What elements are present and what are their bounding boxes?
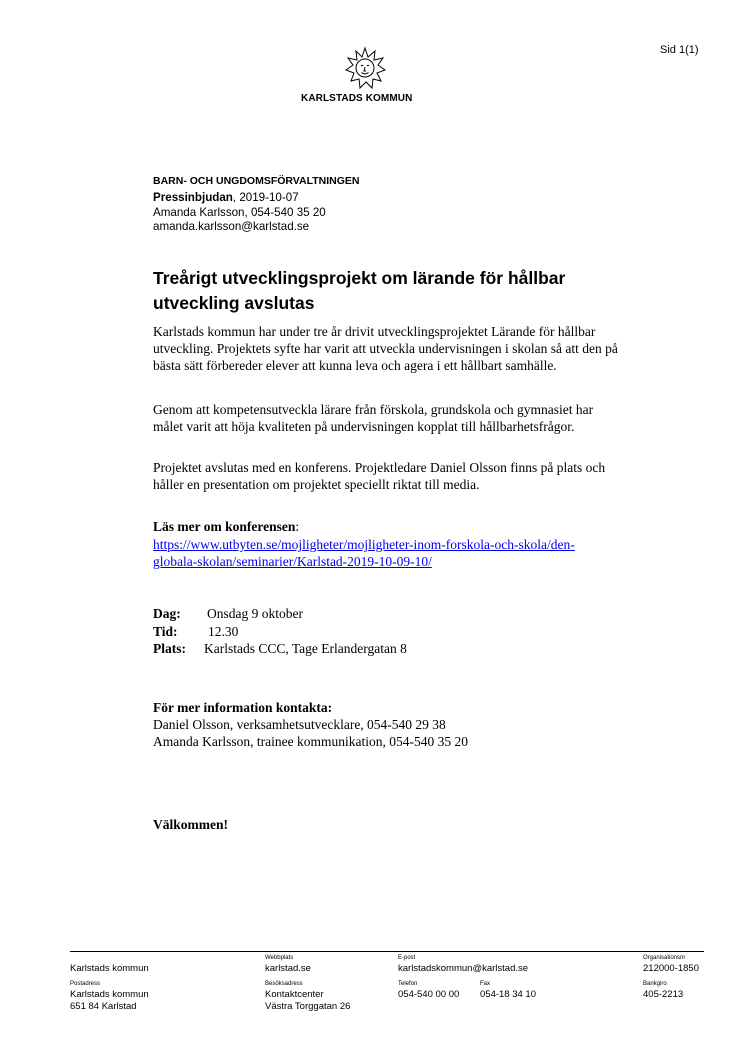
- footer-besok-label: Besöksadress: [265, 981, 303, 987]
- press-type-line: [153, 191, 299, 205]
- footer-tel-label: Telefon: [398, 981, 418, 987]
- footer-epost-label: E-post: [398, 955, 416, 961]
- contact-person: Daniel Olsson, verksamhetsutvecklare, 054-540 29 38: [153, 717, 446, 732]
- footer-besok-line1: Kontaktcenter: [265, 989, 324, 1000]
- footer-tel: 054-540 00 00: [398, 989, 460, 1000]
- contact-person: Amanda Karlsson, trainee kommunikation, 054-540 35 20: [153, 734, 468, 749]
- footer-post-line1: Karlstads kommun: [70, 989, 149, 1000]
- footer-fax-label: Fax: [480, 981, 491, 987]
- welcome-text: Välkommen!: [153, 817, 228, 832]
- day-value: Onsdag 9 oktober: [207, 606, 303, 621]
- time-label: Tid:: [153, 624, 178, 639]
- footer-webb-label: Webbplats: [265, 955, 294, 961]
- doc-type: Pressinbjudan: [153, 191, 233, 204]
- paragraph: Projektet avslutas med en konferens. Projektledare Daniel Olsson finns på plats och håller en presentation om projektet speciellt riktat till media.: [153, 460, 606, 492]
- paragraph: Genom att kompetensutveckla lärare från förskola, grundskola och gymnasiet har målet varit att höja kvaliteten på undervisningen kopplat till hållbarhetsfrågor.: [153, 402, 594, 434]
- read-more-colon: :: [295, 519, 300, 534]
- place-value: Karlstads CCC, Tage Erlandergatan 8: [204, 641, 407, 656]
- footer-divider: [70, 951, 704, 952]
- footer-bankgiro-label: Bankgiro: [643, 981, 667, 987]
- read-more-heading: [153, 519, 299, 535]
- day-label: Dag:: [153, 606, 181, 621]
- footer-org-name: Karlstads kommun: [70, 963, 149, 974]
- place-label: Plats:: [153, 641, 186, 656]
- event-place-row: [153, 640, 407, 657]
- conference-link[interactable]: https://www.utbyten.se/mojligheter/mojligheter-inom-forskola-och-skola/den-globala-skolan/seminarier/Karlstad-2019-10-09-10/: [153, 537, 575, 569]
- footer-webb[interactable]: karlstad.se: [265, 963, 311, 974]
- footer-besok-line2: Västra Torggatan 26: [265, 1001, 351, 1012]
- footer-post-line2: 651 84 Karlstad: [70, 1001, 137, 1012]
- page-title: Treårigt utvecklingsprojekt om lärande för hållbar utveckling avslutas: [153, 268, 566, 313]
- event-time-row: [153, 623, 238, 640]
- footer-post-label: Postadress: [70, 981, 101, 987]
- footer-orgnr: 212000-1850: [643, 963, 699, 974]
- footer-fax: 054-18 34 10: [480, 989, 536, 1000]
- contact-heading: För mer information kontakta:: [153, 700, 333, 715]
- header-contact: Amanda Karlsson, 054-540 35 20: [153, 206, 326, 219]
- footer-orgnr-label: Organisationsnr: [643, 955, 686, 961]
- paragraph: Karlstads kommun har under tre år drivit utvecklingsprojektet Lärande för hållbar utveckling. Projektets syfte har varit att utveckla undervisningen i skolan så att den på bästa sätt förbereder elever att kunna leva och agera i ett hållbart samhälle.: [153, 324, 618, 373]
- footer-bankgiro: 405-2213: [643, 989, 684, 1000]
- footer-epost[interactable]: karlstadskommun@karlstad.se: [398, 963, 529, 974]
- page-number: Sid 1(1): [660, 44, 699, 56]
- time-value: 12.30: [208, 624, 239, 639]
- sun-logo-icon: [343, 46, 387, 90]
- press-date: , 2019-10-07: [232, 191, 299, 204]
- event-day-row: [153, 605, 303, 622]
- department: BARN- OCH UNGDOMSFÖRVALTNINGEN: [153, 175, 360, 187]
- brand-name: KARLSTADS KOMMUN: [301, 93, 413, 104]
- read-more-label: Läs mer om konferensen: [153, 519, 296, 534]
- header-email: amanda.karlsson@karlstad.se: [153, 220, 310, 233]
